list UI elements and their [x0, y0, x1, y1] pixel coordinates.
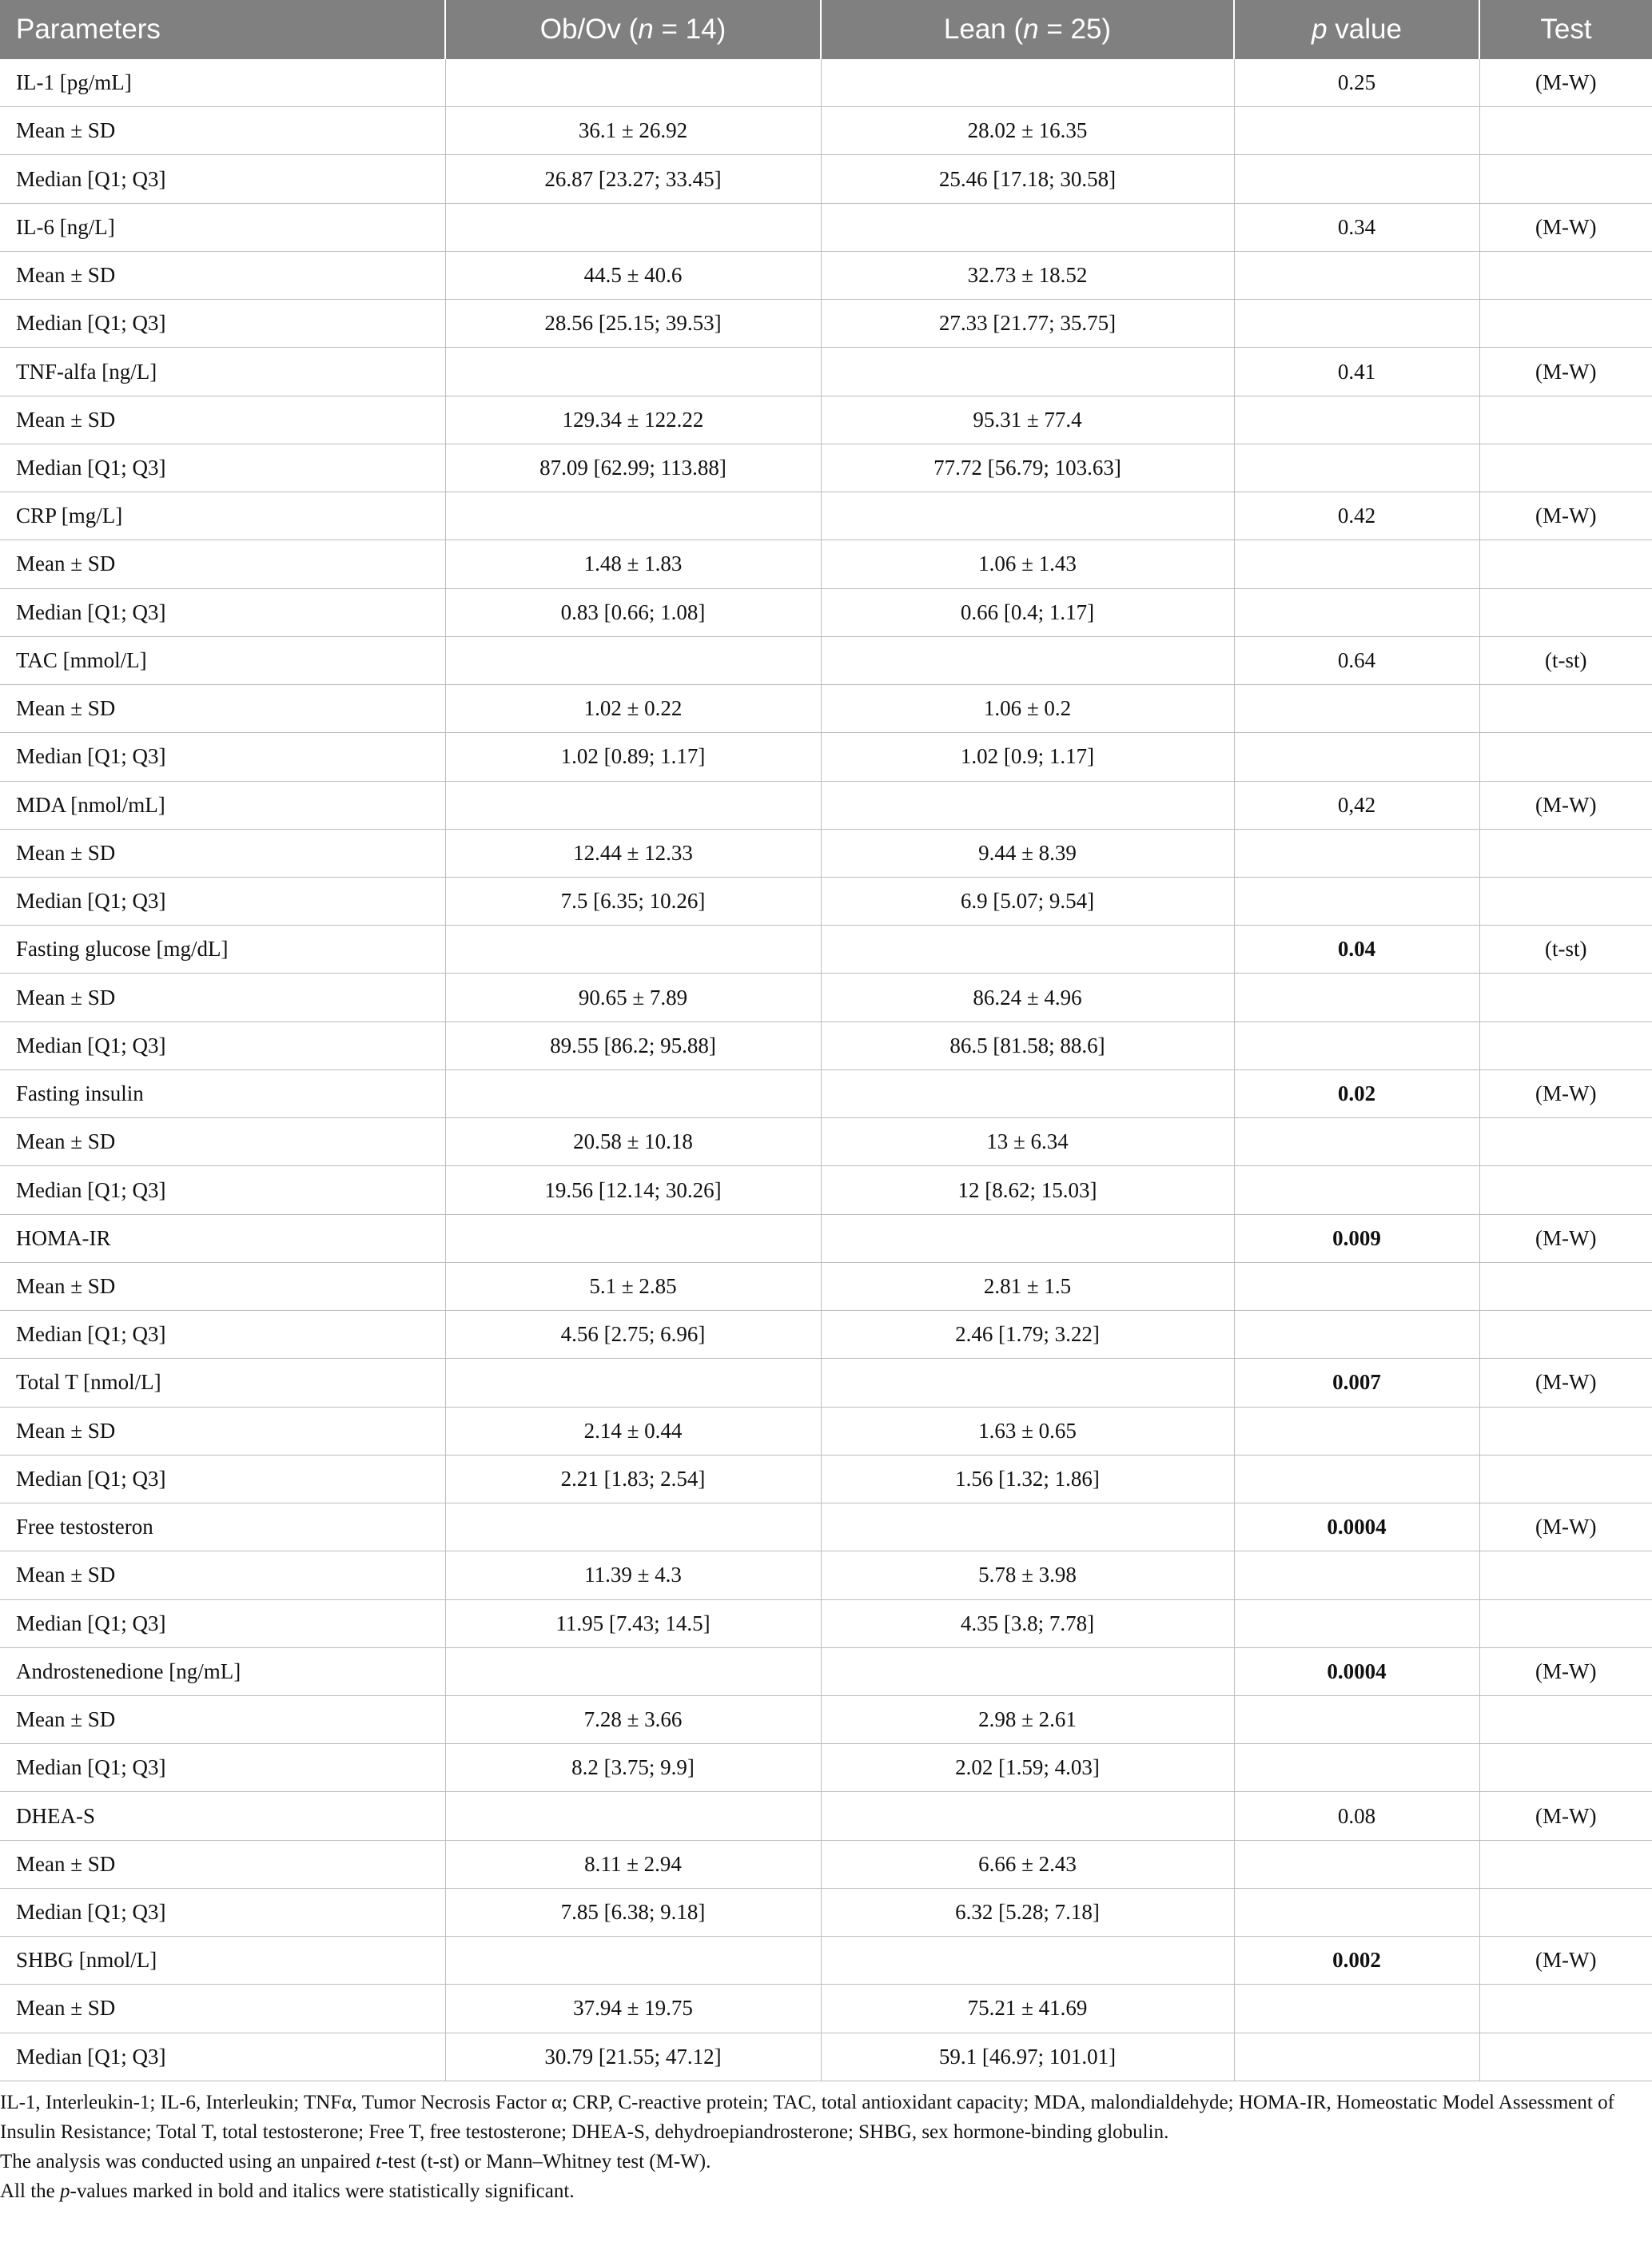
cell-p-value: 0.42: [1234, 492, 1479, 540]
cell-parameter: Median [Q1; Q3]: [0, 1021, 445, 1069]
table-row: [0, 1311, 1652, 1359]
cell-parameter: Median [Q1; Q3]: [0, 733, 445, 781]
cell-parameter: Median [Q1; Q3]: [0, 155, 445, 203]
table-row: [0, 1551, 1652, 1599]
table-row: [0, 1214, 1652, 1262]
table-row: [0, 1937, 1652, 1985]
cell-test: [1479, 1888, 1652, 1936]
cell-ob-ov: 5.1 ± 2.85: [445, 1262, 821, 1310]
table-header: [0, 0, 1652, 59]
cell-ob-ov: [445, 492, 821, 540]
cell-lean: [821, 636, 1234, 684]
table-row: [0, 1166, 1652, 1214]
header-p-value: p value: [1234, 0, 1479, 59]
cell-test: [1479, 1021, 1652, 1069]
cell-test: (M-W): [1479, 1214, 1652, 1262]
cell-p-value: [1234, 444, 1479, 492]
table-row: [0, 155, 1652, 203]
cell-test: (M-W): [1479, 492, 1652, 540]
cell-parameter: Median [Q1; Q3]: [0, 2033, 445, 2081]
cell-parameter: Median [Q1; Q3]: [0, 1599, 445, 1647]
cell-parameter: SHBG [nmol/L]: [0, 1937, 445, 1985]
cell-lean: 4.35 [3.8; 7.78]: [821, 1599, 1234, 1647]
cell-lean: [821, 1503, 1234, 1551]
cell-ob-ov: [445, 1792, 821, 1840]
table-row: [0, 877, 1652, 925]
cell-parameter: Mean ± SD: [0, 1551, 445, 1599]
cell-parameter: Total T [nmol/L]: [0, 1359, 445, 1407]
cell-ob-ov: 1.02 [0.89; 1.17]: [445, 733, 821, 781]
cell-p-value: [1234, 588, 1479, 636]
cell-test: [1479, 1166, 1652, 1214]
cell-test: [1479, 588, 1652, 636]
cell-ob-ov: 26.87 [23.27; 33.45]: [445, 155, 821, 203]
cell-ob-ov: 89.55 [86.2; 95.88]: [445, 1021, 821, 1069]
cell-lean: 6.32 [5.28; 7.18]: [821, 1888, 1234, 1936]
cell-p-value: 0.34: [1234, 203, 1479, 251]
cell-ob-ov: 87.09 [62.99; 113.88]: [445, 444, 821, 492]
cell-ob-ov: 12.44 ± 12.33: [445, 829, 821, 877]
cell-test: [1479, 540, 1652, 588]
cell-ob-ov: 28.56 [25.15; 39.53]: [445, 300, 821, 348]
table-row: [0, 1792, 1652, 1840]
cell-test: (M-W): [1479, 1937, 1652, 1985]
cell-p-value: [1234, 1985, 1479, 2033]
cell-p-value: [1234, 974, 1479, 1021]
cell-ob-ov: 30.79 [21.55; 47.12]: [445, 2033, 821, 2081]
cell-ob-ov: [445, 59, 821, 107]
cell-p-value: 0.0004: [1234, 1503, 1479, 1551]
cell-lean: 1.06 ± 0.2: [821, 685, 1234, 733]
cell-parameter: Mean ± SD: [0, 107, 445, 155]
cell-ob-ov: 129.34 ± 122.22: [445, 396, 821, 444]
table-row: [0, 1840, 1652, 1888]
cell-lean: 1.02 [0.9; 1.17]: [821, 733, 1234, 781]
cell-lean: [821, 492, 1234, 540]
cell-ob-ov: 4.56 [2.75; 6.96]: [445, 1311, 821, 1359]
cell-p-value: 0.02: [1234, 1069, 1479, 1117]
cell-test: (M-W): [1479, 1792, 1652, 1840]
cell-test: [1479, 1118, 1652, 1166]
cell-parameter: Mean ± SD: [0, 1262, 445, 1310]
table-row: [0, 1985, 1652, 2033]
cell-p-value: [1234, 540, 1479, 588]
cell-ob-ov: 7.85 [6.38; 9.18]: [445, 1888, 821, 1936]
cell-test: (M-W): [1479, 59, 1652, 107]
cell-ob-ov: 37.94 ± 19.75: [445, 1985, 821, 2033]
cell-ob-ov: 8.11 ± 2.94: [445, 1840, 821, 1888]
cell-p-value: [1234, 1744, 1479, 1792]
cell-lean: 25.46 [17.18; 30.58]: [821, 155, 1234, 203]
cell-lean: [821, 348, 1234, 396]
header-row: [0, 0, 1652, 59]
cell-test: [1479, 685, 1652, 733]
cell-lean: 27.33 [21.77; 35.75]: [821, 300, 1234, 348]
table-row: [0, 733, 1652, 781]
cell-parameter: Median [Q1; Q3]: [0, 444, 445, 492]
table-row: [0, 1888, 1652, 1936]
cell-p-value: [1234, 396, 1479, 444]
cell-p-value: 0.64: [1234, 636, 1479, 684]
cell-ob-ov: 8.2 [3.75; 9.9]: [445, 1744, 821, 1792]
cell-test: (M-W): [1479, 781, 1652, 829]
cell-p-value: [1234, 1166, 1479, 1214]
cell-test: [1479, 1311, 1652, 1359]
cell-parameter: Median [Q1; Q3]: [0, 588, 445, 636]
cell-parameter: Mean ± SD: [0, 685, 445, 733]
cell-lean: 59.1 [46.97; 101.01]: [821, 2033, 1234, 2081]
cell-parameter: Androstenedione [ng/mL]: [0, 1647, 445, 1695]
cell-lean: 32.73 ± 18.52: [821, 251, 1234, 299]
header-test: Test: [1479, 0, 1652, 59]
cell-lean: 2.46 [1.79; 3.22]: [821, 1311, 1234, 1359]
cell-ob-ov: 20.58 ± 10.18: [445, 1118, 821, 1166]
cell-p-value: [1234, 1455, 1479, 1503]
cell-p-value: [1234, 2033, 1479, 2081]
cell-test: (M-W): [1479, 1359, 1652, 1407]
header-parameters: Parameters: [0, 0, 445, 59]
table-row: [0, 300, 1652, 348]
table-row: [0, 1647, 1652, 1695]
header-lean: Lean (n = 25): [821, 0, 1234, 59]
cell-parameter: Median [Q1; Q3]: [0, 300, 445, 348]
cell-test: [1479, 1744, 1652, 1792]
table-row: [0, 781, 1652, 829]
cell-p-value: [1234, 1262, 1479, 1310]
cell-parameter: MDA [nmol/mL]: [0, 781, 445, 829]
cell-p-value: [1234, 1407, 1479, 1455]
cell-ob-ov: [445, 636, 821, 684]
cell-test: [1479, 1840, 1652, 1888]
footnote-analysis: The analysis was conducted using an unpaired t-test (t-st) or Mann–Whitney test (M-W).: [0, 2151, 711, 2172]
cell-lean: [821, 926, 1234, 974]
table-row: [0, 444, 1652, 492]
cell-lean: 12 [8.62; 15.03]: [821, 1166, 1234, 1214]
cell-ob-ov: [445, 1214, 821, 1262]
cell-p-value: 0.009: [1234, 1214, 1479, 1262]
cell-ob-ov: 44.5 ± 40.6: [445, 251, 821, 299]
cell-lean: 5.78 ± 3.98: [821, 1551, 1234, 1599]
cell-test: [1479, 1695, 1652, 1743]
table-row: [0, 974, 1652, 1021]
cell-p-value: [1234, 829, 1479, 877]
cell-p-value: 0.25: [1234, 59, 1479, 107]
cell-ob-ov: 7.28 ± 3.66: [445, 1695, 821, 1743]
cell-ob-ov: [445, 926, 821, 974]
cell-ob-ov: [445, 1937, 821, 1985]
cell-lean: 77.72 [56.79; 103.63]: [821, 444, 1234, 492]
table-row: [0, 1359, 1652, 1407]
cell-p-value: [1234, 1840, 1479, 1888]
table-row: [0, 396, 1652, 444]
cell-lean: 6.66 ± 2.43: [821, 1840, 1234, 1888]
cell-p-value: [1234, 1551, 1479, 1599]
cell-p-value: [1234, 1888, 1479, 1936]
cell-test: [1479, 2033, 1652, 2081]
cell-lean: 95.31 ± 77.4: [821, 396, 1234, 444]
cell-lean: 1.06 ± 1.43: [821, 540, 1234, 588]
cell-p-value: [1234, 733, 1479, 781]
cell-p-value: 0.08: [1234, 1792, 1479, 1840]
cell-p-value: [1234, 300, 1479, 348]
table-row: [0, 926, 1652, 974]
table-row: [0, 59, 1652, 107]
header-ob-ov: Ob/Ov (n = 14): [445, 0, 821, 59]
cell-test: [1479, 107, 1652, 155]
cell-lean: 86.24 ± 4.96: [821, 974, 1234, 1021]
cell-test: [1479, 1985, 1652, 2033]
table-row: [0, 540, 1652, 588]
cell-test: (M-W): [1479, 1503, 1652, 1551]
footnote-significance: All the p-values marked in bold and italics were statistically significant.: [0, 2180, 575, 2202]
cell-test: [1479, 733, 1652, 781]
cell-parameter: Fasting insulin: [0, 1069, 445, 1117]
cell-parameter: Mean ± SD: [0, 1840, 445, 1888]
cell-test: [1479, 251, 1652, 299]
cell-p-value: [1234, 1695, 1479, 1743]
table-row: [0, 1695, 1652, 1743]
cell-test: (M-W): [1479, 1069, 1652, 1117]
table-body: [0, 59, 1652, 2081]
cell-ob-ov: 1.02 ± 0.22: [445, 685, 821, 733]
cell-test: (t-st): [1479, 636, 1652, 684]
cell-p-value: [1234, 1118, 1479, 1166]
cell-lean: [821, 781, 1234, 829]
cell-test: [1479, 155, 1652, 203]
cell-parameter: Median [Q1; Q3]: [0, 1744, 445, 1792]
table-row: [0, 2033, 1652, 2081]
cell-p-value: 0.04: [1234, 926, 1479, 974]
cell-parameter: Mean ± SD: [0, 974, 445, 1021]
cell-lean: [821, 1359, 1234, 1407]
table-row: [0, 1262, 1652, 1310]
table-row: [0, 829, 1652, 877]
table-row: [0, 588, 1652, 636]
table-row: [0, 1744, 1652, 1792]
cell-lean: 2.81 ± 1.5: [821, 1262, 1234, 1310]
cell-parameter: CRP [mg/L]: [0, 492, 445, 540]
cell-ob-ov: 7.5 [6.35; 10.26]: [445, 877, 821, 925]
cell-p-value: 0.0004: [1234, 1647, 1479, 1695]
table-row: [0, 251, 1652, 299]
cell-parameter: Median [Q1; Q3]: [0, 1455, 445, 1503]
cell-test: [1479, 1407, 1652, 1455]
table-footnotes: [0, 2088, 1638, 2206]
cell-lean: 0.66 [0.4; 1.17]: [821, 588, 1234, 636]
cell-test: [1479, 1455, 1652, 1503]
cell-p-value: 0.007: [1234, 1359, 1479, 1407]
cell-ob-ov: [445, 1359, 821, 1407]
table-row: [0, 1455, 1652, 1503]
cell-lean: [821, 1214, 1234, 1262]
cell-ob-ov: [445, 1647, 821, 1695]
cell-parameter: Free testosteron: [0, 1503, 445, 1551]
cell-test: (t-st): [1479, 926, 1652, 974]
cell-p-value: [1234, 877, 1479, 925]
cell-parameter: Mean ± SD: [0, 396, 445, 444]
footnote-abbreviations: IL-1, Interleukin-1; IL-6, Interleukin; TNFα, Tumor Necrosis Factor α; CRP, C-reactive protein; TAC, total antioxidant capacity; MDA, malondialdehyde; HOMA-IR, Homeostatic Model Assessment of Insulin Resistance; Total T, total testosterone; Free T, free testosterone; DHEA-S, dehydroepiandrosterone; SHBG, sex hormone-binding globulin.: [0, 2092, 1614, 2143]
cell-lean: 2.98 ± 2.61: [821, 1695, 1234, 1743]
cell-test: [1479, 877, 1652, 925]
cell-p-value: [1234, 1599, 1479, 1647]
cell-test: [1479, 974, 1652, 1021]
cell-ob-ov: [445, 1503, 821, 1551]
cell-lean: 75.21 ± 41.69: [821, 1985, 1234, 2033]
table-row: [0, 1021, 1652, 1069]
cell-parameter: Mean ± SD: [0, 1695, 445, 1743]
cell-parameter: Mean ± SD: [0, 829, 445, 877]
cell-ob-ov: 11.39 ± 4.3: [445, 1551, 821, 1599]
cell-ob-ov: [445, 781, 821, 829]
cell-parameter: IL-1 [pg/mL]: [0, 59, 445, 107]
cell-parameter: HOMA-IR: [0, 1214, 445, 1262]
cell-lean: 2.02 [1.59; 4.03]: [821, 1744, 1234, 1792]
cell-test: [1479, 1551, 1652, 1599]
cell-parameter: Fasting glucose [mg/dL]: [0, 926, 445, 974]
table-row: [0, 1503, 1652, 1551]
cell-lean: [821, 1647, 1234, 1695]
table-row: [0, 348, 1652, 396]
cell-lean: [821, 59, 1234, 107]
cell-test: [1479, 396, 1652, 444]
cell-p-value: 0.002: [1234, 1937, 1479, 1985]
cell-ob-ov: [445, 348, 821, 396]
cell-lean: 9.44 ± 8.39: [821, 829, 1234, 877]
cell-p-value: [1234, 1311, 1479, 1359]
cell-p-value: [1234, 251, 1479, 299]
cell-test: [1479, 1599, 1652, 1647]
cell-test: [1479, 829, 1652, 877]
cell-parameter: IL-6 [ng/L]: [0, 203, 445, 251]
cell-lean: 13 ± 6.34: [821, 1118, 1234, 1166]
cell-lean: 86.5 [81.58; 88.6]: [821, 1021, 1234, 1069]
cell-parameter: Median [Q1; Q3]: [0, 1166, 445, 1214]
cell-lean: [821, 1937, 1234, 1985]
cell-lean: 1.63 ± 0.65: [821, 1407, 1234, 1455]
table-row: [0, 107, 1652, 155]
cell-parameter: Mean ± SD: [0, 251, 445, 299]
cell-lean: 28.02 ± 16.35: [821, 107, 1234, 155]
cell-parameter: TNF-alfa [ng/L]: [0, 348, 445, 396]
cell-p-value: [1234, 685, 1479, 733]
cell-ob-ov: 1.48 ± 1.83: [445, 540, 821, 588]
cell-lean: 1.56 [1.32; 1.86]: [821, 1455, 1234, 1503]
cell-parameter: Mean ± SD: [0, 1118, 445, 1166]
cell-parameter: Mean ± SD: [0, 1407, 445, 1455]
cell-p-value: [1234, 155, 1479, 203]
cell-ob-ov: [445, 203, 821, 251]
cell-lean: [821, 203, 1234, 251]
cell-parameter: Median [Q1; Q3]: [0, 1888, 445, 1936]
cell-ob-ov: 0.83 [0.66; 1.08]: [445, 588, 821, 636]
cell-test: [1479, 1262, 1652, 1310]
cell-lean: [821, 1792, 1234, 1840]
cell-p-value: 0.41: [1234, 348, 1479, 396]
cell-test: (M-W): [1479, 1647, 1652, 1695]
table-row: [0, 492, 1652, 540]
cell-ob-ov: [445, 1069, 821, 1117]
cell-lean: 6.9 [5.07; 9.54]: [821, 877, 1234, 925]
cell-p-value: [1234, 1021, 1479, 1069]
table-row: [0, 1118, 1652, 1166]
cell-ob-ov: 36.1 ± 26.92: [445, 107, 821, 155]
cell-p-value: [1234, 107, 1479, 155]
cell-test: (M-W): [1479, 203, 1652, 251]
table-row: [0, 1069, 1652, 1117]
table-row: [0, 1599, 1652, 1647]
table-row: [0, 1407, 1652, 1455]
cell-ob-ov: 11.95 [7.43; 14.5]: [445, 1599, 821, 1647]
table-row: [0, 636, 1652, 684]
cell-parameter: TAC [mmol/L]: [0, 636, 445, 684]
cell-ob-ov: 2.14 ± 0.44: [445, 1407, 821, 1455]
cell-test: [1479, 444, 1652, 492]
cell-test: [1479, 300, 1652, 348]
table-row: [0, 685, 1652, 733]
cell-parameter: Mean ± SD: [0, 540, 445, 588]
table-row: [0, 203, 1652, 251]
cell-ob-ov: 90.65 ± 7.89: [445, 974, 821, 1021]
cell-parameter: Median [Q1; Q3]: [0, 877, 445, 925]
cell-parameter: Mean ± SD: [0, 1985, 445, 2033]
cell-lean: [821, 1069, 1234, 1117]
cell-p-value: 0,42: [1234, 781, 1479, 829]
cell-test: (M-W): [1479, 348, 1652, 396]
cell-parameter: DHEA-S: [0, 1792, 445, 1840]
cell-ob-ov: 2.21 [1.83; 2.54]: [445, 1455, 821, 1503]
cell-parameter: Median [Q1; Q3]: [0, 1311, 445, 1359]
cell-ob-ov: 19.56 [12.14; 30.26]: [445, 1166, 821, 1214]
